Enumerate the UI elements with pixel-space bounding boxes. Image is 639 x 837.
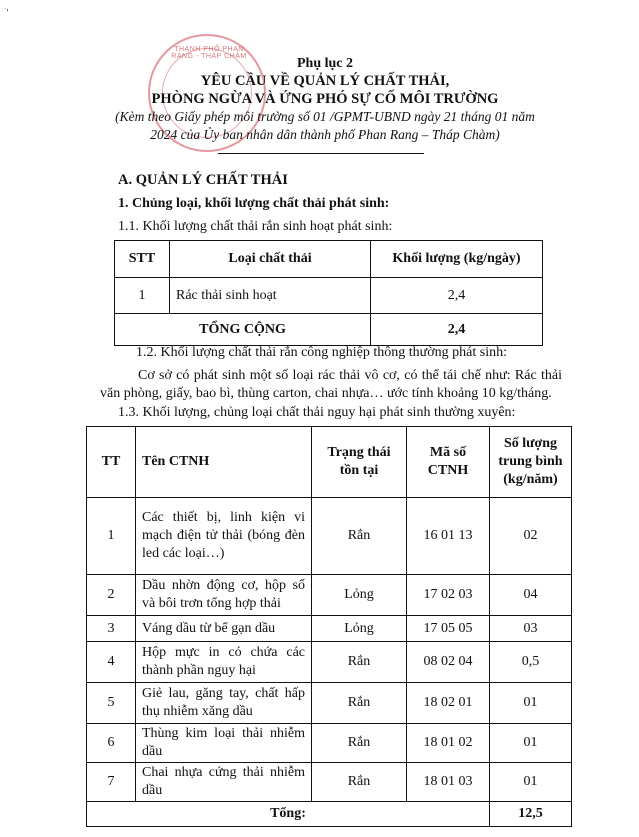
row-tt: 5 xyxy=(87,683,136,724)
col-amount-header: Số lượng trung bình (kg/năm) xyxy=(490,427,572,498)
appendix-label: Phụ lục 2 xyxy=(296,56,353,71)
row-code: 18 01 02 xyxy=(407,724,490,763)
table-header-row xyxy=(115,241,543,278)
col-tt-header: TT xyxy=(87,427,136,498)
row-state: Lỏng xyxy=(312,616,407,642)
row-code: 17 05 05 xyxy=(407,616,490,642)
row-name: Váng dầu từ bể gạn dầu xyxy=(136,616,312,642)
row-state: Rắn xyxy=(312,498,407,575)
subtitle-line-1: (Kèm theo Giấy phép môi trường số 01 /GPMT-UBND ngày 21 tháng 01 năm xyxy=(115,109,535,124)
table-row xyxy=(87,642,572,683)
col-amount-header: Khối lượng (kg/ngày) xyxy=(371,241,543,278)
row-type: Rác thải sinh hoạt xyxy=(170,278,371,314)
title-line-2: PHÒNG NGỪA VÀ ỨNG PHÓ SỰ CỐ MÔI TRƯỜNG xyxy=(151,91,499,107)
section-a-heading: A. QUẢN LÝ CHẤT THẢI xyxy=(118,172,288,188)
row-tt: 7 xyxy=(87,763,136,802)
col-code-header: Mã số CTNH xyxy=(407,427,490,498)
table-total-row xyxy=(87,802,572,827)
row-code: 18 01 03 xyxy=(407,763,490,802)
table-header-row xyxy=(87,427,572,498)
row-tt: 1 xyxy=(87,498,136,575)
row-state: Rắn xyxy=(312,724,407,763)
row-name: Dầu nhờn động cơ, hộp số và bôi trơn tổng hợp thải xyxy=(136,575,312,616)
total-value: 2,4 xyxy=(371,314,543,346)
title-divider xyxy=(218,153,424,154)
row-state: Rắn xyxy=(312,642,407,683)
row-amount: 03 xyxy=(490,616,572,642)
row-name: Hộp mực in có chứa các thành phần nguy hại xyxy=(136,642,312,683)
table-row xyxy=(87,763,572,802)
col-state-header: Trạng thái tồn tại xyxy=(312,427,407,498)
col-type-header: Loại chất thải xyxy=(170,241,371,278)
row-state: Rắn xyxy=(312,683,407,724)
section-1-1-heading: 1.1. Khối lượng chất thải rắn sinh hoạt phát sinh: xyxy=(118,219,393,234)
table-row xyxy=(115,278,543,314)
row-tt: 6 xyxy=(87,724,136,763)
table-row xyxy=(87,683,572,724)
row-code: 18 02 01 xyxy=(407,683,490,724)
section-1-2-paragraph: Cơ sở có phát sinh một số loại rác thải vô cơ, có thể tái chế như: Rác thải văn phòng, giấy, bao bì, thùng carton, chai nhựa… ước tính khoảng 10 kg/tháng. xyxy=(100,368,562,401)
total-label: Tổng: xyxy=(87,802,490,827)
row-amount: 01 xyxy=(490,724,572,763)
pen-mark: ؘ ′ xyxy=(4,8,9,19)
title-line-1: YÊU CẦU VỀ QUẢN LÝ CHẤT THẢI, xyxy=(200,73,450,89)
row-tt: 3 xyxy=(87,616,136,642)
total-value: 12,5 xyxy=(490,802,572,827)
row-tt: 2 xyxy=(87,575,136,616)
row-name: Thùng kim loại thải nhiễm dầu xyxy=(136,724,312,763)
row-amount: 0,5 xyxy=(490,642,572,683)
row-amount: 01 xyxy=(490,683,572,724)
row-name: Chai nhựa cứng thải nhiễm dầu xyxy=(136,763,312,802)
section-1-3-heading: 1.3. Khối lượng, chủng loại chất thải nguy hại phát sinh thường xuyên: xyxy=(118,405,516,420)
table-total-row xyxy=(115,314,543,346)
row-state: Lỏng xyxy=(312,575,407,616)
row-state: Rắn xyxy=(312,763,407,802)
col-stt-header: STT xyxy=(115,241,170,278)
col-name-header: Tên CTNH xyxy=(136,427,312,498)
row-code: 17 02 03 xyxy=(407,575,490,616)
domestic-waste-table xyxy=(114,240,543,346)
row-name: Các thiết bị, linh kiện vi mạch điện tử thải (bóng đèn led các loại…) xyxy=(136,498,312,575)
row-amount: 2,4 xyxy=(371,278,543,314)
hazardous-waste-table xyxy=(86,426,572,827)
row-code: 08 02 04 xyxy=(407,642,490,683)
row-code: 16 01 13 xyxy=(407,498,490,575)
subtitle-line-2: 2024 của Ủy ban nhân dân thành phố Phan Rang – Tháp Chàm) xyxy=(150,127,500,142)
section-1-2-heading: 1.2. Khối lượng chất thải rắn công nghiệp thông thường phát sinh: xyxy=(136,345,507,360)
row-amount: 01 xyxy=(490,763,572,802)
row-stt: 1 xyxy=(115,278,170,314)
row-amount: 04 xyxy=(490,575,572,616)
row-name: Giẻ lau, găng tay, chất hấp thụ nhiễm xăng dầu xyxy=(136,683,312,724)
table-row xyxy=(87,498,572,575)
seal-text: THÀNH PHỐ PHAN RANG - THÁP CHÀM xyxy=(171,46,247,60)
table-row xyxy=(87,616,572,642)
row-amount: 02 xyxy=(490,498,572,575)
table-row xyxy=(87,575,572,616)
section-1-heading: 1. Chủng loại, khối lượng chất thải phát sinh: xyxy=(118,196,390,211)
total-label: TỔNG CỘNG xyxy=(115,314,371,346)
row-tt: 4 xyxy=(87,642,136,683)
table-row xyxy=(87,724,572,763)
